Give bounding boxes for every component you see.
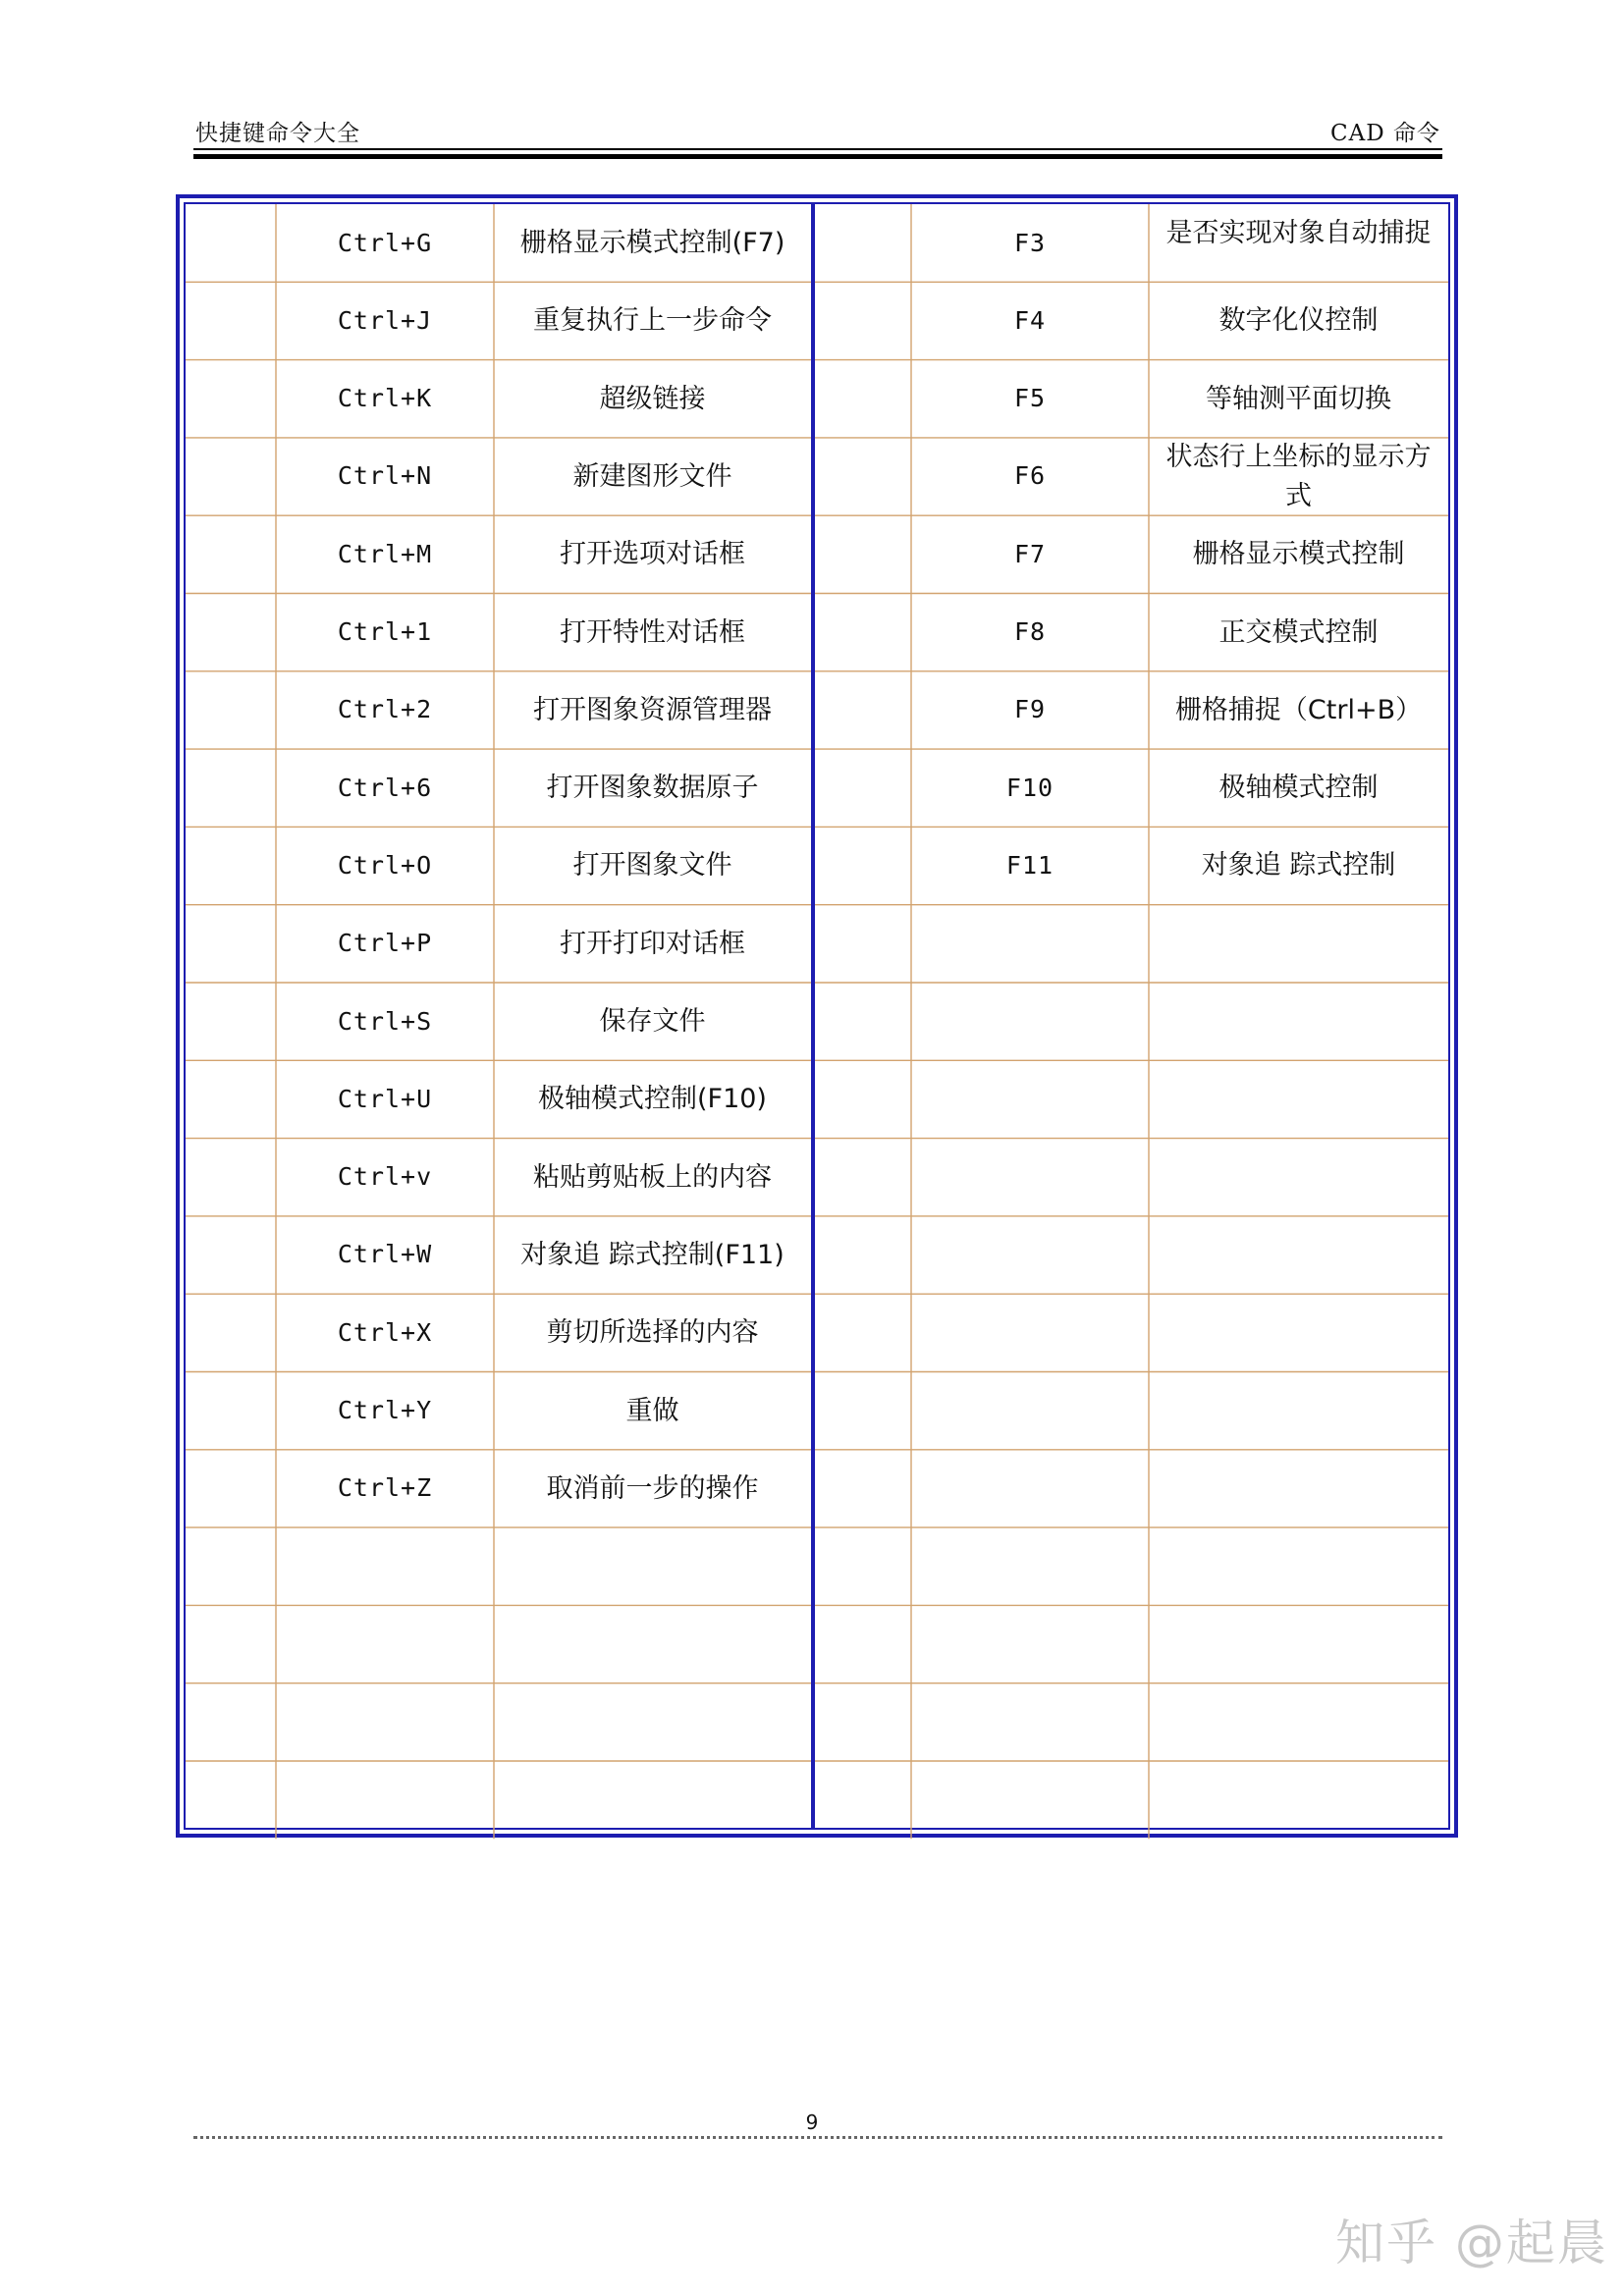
right-shortcut-key (911, 1683, 1149, 1761)
left-shortcut-description: 重做 (625, 1395, 679, 1426)
right-shortcut-description: 是否实现对象自动捕捉 (1165, 218, 1432, 248)
right-shortcut-key (911, 983, 1149, 1060)
left-shortcut-key (276, 1683, 494, 1761)
left-shortcut-description: 粘贴剪贴板上的内容 (533, 1161, 772, 1193)
right-shortcut-key (911, 1527, 1149, 1605)
left-shortcut-key: Ctrl+M (337, 539, 433, 568)
right-shortcut-key (911, 1761, 1149, 1839)
left-shortcut-description: 极轴模式控制(F10) (538, 1084, 767, 1115)
left-shortcut-key: Ctrl+P (337, 929, 433, 958)
right-shortcut-description (1149, 1372, 1448, 1450)
header-section: CAD 命令 (1330, 121, 1440, 146)
page-number: 9 (805, 2110, 819, 2134)
header-rule-thick (193, 154, 1442, 159)
left-shortcut-key: Ctrl+Y (337, 1396, 433, 1425)
right-shortcut-key: F10 (1005, 773, 1055, 802)
right-shortcut-key: F3 (1013, 228, 1047, 257)
table-center-divider (811, 202, 815, 1830)
right-shortcut-key: F5 (1013, 384, 1047, 413)
right-shortcut-key: F9 (1013, 695, 1047, 724)
right-shortcut-description (1149, 1527, 1448, 1605)
left-shortcut-description: 新建图形文件 (572, 460, 732, 492)
left-shortcut-key: Ctrl+G (337, 228, 433, 257)
left-shortcut-key: Ctrl+J (337, 305, 433, 335)
left-shortcut-description (494, 1527, 811, 1605)
left-shortcut-key: Ctrl+Z (337, 1473, 433, 1503)
left-shortcut-key: Ctrl+2 (337, 695, 433, 724)
right-shortcut-description (1149, 1761, 1448, 1839)
left-shortcut-description: 打开特性对话框 (560, 616, 745, 648)
right-shortcut-description (1149, 1139, 1448, 1216)
right-shortcut-key: F8 (1013, 617, 1047, 647)
left-shortcut-description: 对象追 踪式控制(F11) (520, 1239, 785, 1270)
left-shortcut-key: Ctrl+1 (337, 617, 433, 647)
right-shortcut-description (1149, 905, 1448, 983)
right-shortcut-description: 极轴模式控制 (1218, 773, 1379, 804)
left-shortcut-description: 打开打印对话框 (560, 928, 745, 959)
left-shortcut-key: Ctrl+O (337, 850, 433, 880)
left-shortcut-description: 打开图象资源管理器 (533, 694, 772, 725)
left-shortcut-key: Ctrl+W (337, 1240, 433, 1269)
right-shortcut-key (911, 1450, 1149, 1527)
left-shortcut-description: 保存文件 (599, 1006, 706, 1038)
left-shortcut-key: Ctrl+v (337, 1162, 433, 1192)
left-shortcut-key: Ctrl+6 (337, 773, 433, 802)
left-shortcut-description: 重复执行上一步命令 (533, 305, 772, 337)
left-shortcut-key: Ctrl+X (337, 1317, 433, 1347)
right-shortcut-description (1149, 983, 1448, 1060)
right-shortcut-key (911, 1605, 1149, 1682)
right-shortcut-key (911, 1060, 1149, 1138)
left-shortcut-description (494, 1605, 811, 1682)
left-shortcut-description: 剪切所选择的内容 (546, 1317, 759, 1349)
right-shortcut-key: F4 (1013, 305, 1047, 335)
left-shortcut-description: 栅格显示模式控制(F7) (519, 228, 785, 259)
left-shortcut-key (276, 1605, 494, 1682)
right-shortcut-description: 对象追 踪式控制 (1201, 850, 1396, 881)
left-shortcut-key: Ctrl+N (337, 461, 433, 491)
left-shortcut-description (494, 1761, 811, 1839)
left-shortcut-key: Ctrl+K (337, 384, 433, 413)
left-shortcut-key (276, 1527, 494, 1605)
right-shortcut-description: 等轴测平面切换 (1206, 383, 1391, 414)
right-shortcut-key: F7 (1013, 539, 1047, 568)
right-shortcut-description (1149, 1605, 1448, 1682)
left-shortcut-description: 打开图象数据原子 (546, 773, 759, 804)
right-shortcut-key (911, 1216, 1149, 1294)
left-shortcut-description: 取消前一步的操作 (546, 1472, 759, 1504)
right-shortcut-description: 数字化仪控制 (1218, 305, 1379, 337)
right-shortcut-key: F11 (1005, 850, 1055, 880)
right-shortcut-description (1149, 1060, 1448, 1138)
header-title: 快捷键命令大全 (195, 121, 360, 146)
right-shortcut-description: 栅格捕捉（Ctrl+B） (1174, 694, 1423, 725)
right-shortcut-key (911, 905, 1149, 983)
right-shortcut-description (1149, 1216, 1448, 1294)
left-shortcut-description (494, 1683, 811, 1761)
header-rule-thin (193, 148, 1442, 150)
right-shortcut-description: 正交模式控制 (1218, 616, 1379, 648)
right-shortcut-key (911, 1139, 1149, 1216)
right-shortcut-description: 栅格显示模式控制 (1192, 539, 1405, 570)
left-shortcut-key (276, 1761, 494, 1839)
right-shortcut-key (911, 1372, 1149, 1450)
right-shortcut-key (911, 1294, 1149, 1371)
left-shortcut-description: 打开图象文件 (572, 850, 732, 881)
right-shortcut-description: 状态行上坐标的显示方式 (1165, 442, 1432, 511)
footer-rule (193, 2136, 1442, 2139)
left-shortcut-key: Ctrl+U (337, 1084, 433, 1113)
right-shortcut-description (1149, 1450, 1448, 1527)
left-shortcut-key: Ctrl+S (337, 1006, 433, 1036)
watermark: 知乎 @起晨 (1335, 2215, 1608, 2271)
right-shortcut-key: F6 (1013, 461, 1047, 491)
right-shortcut-description (1149, 1294, 1448, 1371)
left-shortcut-description: 超级链接 (599, 383, 706, 414)
left-shortcut-description: 打开选项对话框 (560, 539, 745, 570)
right-shortcut-description (1149, 1683, 1448, 1761)
